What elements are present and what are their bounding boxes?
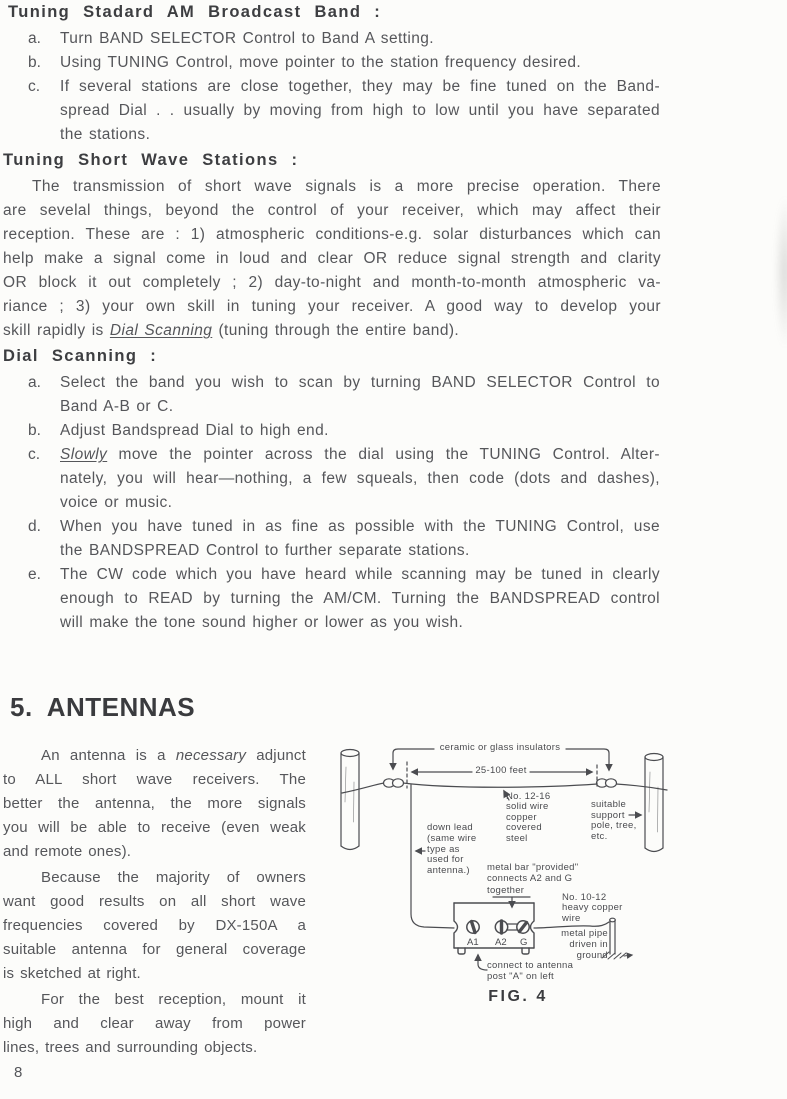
figure-caption: FIG. 4 xyxy=(488,988,548,1005)
text-line: Turn BAND SELECTOR Control to Band A setting. xyxy=(60,30,434,47)
insulator-pointer-right xyxy=(566,749,609,770)
text-line: enough to READ by turning the AM/CM. Turning the BANDSPREAD control xyxy=(60,590,660,607)
text-line: connect to antenna xyxy=(487,960,574,971)
label-wire-spec xyxy=(506,792,550,844)
text-line: Select the band you wish to scan by turning BAND SELECTOR Control to xyxy=(60,374,660,391)
text-line: Slowly move the pointer across the dial using the TUNING Control. Alter- xyxy=(60,446,660,463)
text-line: wire xyxy=(562,912,581,924)
list-item-label: c. xyxy=(28,446,41,463)
label-downlead xyxy=(427,823,476,877)
list-item-label: c. xyxy=(28,78,41,95)
list-item-text xyxy=(60,563,660,635)
list-item-text xyxy=(60,27,660,51)
list-item-text xyxy=(60,51,660,75)
text-line: steel xyxy=(506,832,528,844)
text-line: covered xyxy=(506,822,542,834)
text-line: Adjust Bandspread Dial to high end. xyxy=(60,422,329,439)
text-line: If several stations are close together, they may be fine tuned on the Band- xyxy=(60,78,660,95)
text-line: No. 10-12 xyxy=(562,892,607,903)
text-line: suitable xyxy=(591,799,627,810)
right-insulator-shape xyxy=(597,779,617,787)
text-line: The transmission of short wave signals is a more precise operation. There xyxy=(32,178,661,195)
label-pipe xyxy=(522,928,608,961)
list-item-label: d. xyxy=(28,518,41,535)
text-line: ceramic or glass insulators xyxy=(439,742,561,753)
list-item-text xyxy=(60,419,660,443)
text-line: nately, you will hear—nothing, a few squeals, then code (dots and dashes), xyxy=(60,470,660,487)
section-heading-ds: Dial Scanning : xyxy=(3,347,158,365)
text-line: are sevelal things, beyond the control of your receiver, which may affect their xyxy=(3,202,661,219)
text-line: the BANDSPREAD Control to further separate stations. xyxy=(60,542,470,559)
antennas-paragraph-1 xyxy=(3,744,306,864)
paragraph-short-wave xyxy=(3,175,661,343)
text-line: together xyxy=(487,884,525,896)
connect-pointer xyxy=(478,955,487,970)
text-line: help make a signal come in loud and clear OR reduce signal strength and clarity xyxy=(3,250,661,267)
text-line: post "A" on left xyxy=(487,970,554,982)
chapter-title: ANTENNAS xyxy=(46,692,196,722)
text-line: reception. These are : 1) atmospheric conditions-e.g. solar disturbances which can xyxy=(3,226,661,243)
text-line: used for xyxy=(427,854,464,866)
label-span-feet xyxy=(473,766,529,777)
page-number: 8 xyxy=(14,1064,23,1081)
text-line: type as xyxy=(427,843,460,855)
text-line: suitable antenna for general coverage xyxy=(3,941,306,958)
list-item-label: b. xyxy=(28,422,41,439)
text-line: Using TUNING Control, move pointer to the station frequency desired. xyxy=(60,54,582,71)
text-line: riance ; 3) your own skill in tuning your receiver. A good way to develop your xyxy=(3,298,661,315)
text-line: OR block it out completely ; 2) day-to-night and month-to-month atmospheric va- xyxy=(3,274,661,291)
list-item-label: e. xyxy=(28,566,41,583)
text-line: will make the tone sound higher or lower as you wish. xyxy=(60,614,464,631)
label-groundwire xyxy=(562,893,623,924)
label-metalbar xyxy=(487,862,578,896)
antenna-wire xyxy=(616,784,667,790)
insulator-pointer-left xyxy=(393,749,434,769)
text-line: The CW code which you have heard while scanning may be tuned in clearly xyxy=(60,566,660,583)
section-heading-am: Tuning Stadard AM Broadcast Band : xyxy=(8,3,382,21)
left-pole-shape xyxy=(341,750,359,850)
text-line: you will be able to receive (even weak xyxy=(3,819,306,836)
text-line: copper xyxy=(506,811,537,823)
chapter-heading xyxy=(10,692,195,723)
text-line: to ALL short wave receivers. The xyxy=(3,771,306,788)
terminal-label-a1: A1 xyxy=(467,937,479,948)
text-line: better the antenna, the more signals xyxy=(3,795,306,812)
text-line: etc. xyxy=(591,831,608,843)
antennas-paragraph-3 xyxy=(3,988,306,1060)
list-item-label: a. xyxy=(28,30,41,47)
text-line: and remote ones). xyxy=(3,843,132,860)
list-item-text xyxy=(60,515,660,563)
text-line: heavy copper xyxy=(562,902,623,914)
right-pole-shape xyxy=(645,754,663,852)
text-line: driven in xyxy=(569,939,608,950)
list-item-label: b. xyxy=(28,54,41,71)
text-line: For the best reception, mount it xyxy=(41,991,306,1008)
terminal-screws xyxy=(467,921,529,933)
figure-antenna-diagram xyxy=(332,742,787,1014)
antenna-wire xyxy=(403,783,597,787)
text-line: An antenna is a necessary adjunct xyxy=(41,747,306,764)
text-line: solid wire xyxy=(506,801,549,813)
antennas-paragraph-2 xyxy=(3,866,306,986)
text-line: Because the majority of owners xyxy=(41,869,306,886)
text-line: antenna.) xyxy=(427,865,470,877)
list-item-text xyxy=(60,443,660,515)
text-line: ground xyxy=(576,950,608,961)
text-line: is sketched at right. xyxy=(3,965,141,982)
terminal-label-a2: A2 xyxy=(495,937,507,948)
list-item-text xyxy=(60,75,660,147)
list-item-label: a. xyxy=(28,374,41,391)
text-line: (same wire xyxy=(427,832,477,844)
text-line: frequencies covered by DX-150A a xyxy=(3,917,306,934)
text-line: high and clear away from power xyxy=(3,1015,306,1032)
text-line: No. 12-16 xyxy=(506,791,551,802)
chapter-number: 5. xyxy=(10,692,33,722)
text-line: the stations. xyxy=(60,126,151,143)
text-line: skill rapidly is Dial Scanning (tuning through the entire band). xyxy=(3,322,460,339)
text-line: lines, trees and surrounding objects. xyxy=(3,1039,258,1056)
text-line: Band A-B or C. xyxy=(60,398,174,415)
label-support xyxy=(591,800,637,843)
text-line: down lead xyxy=(427,822,474,833)
section-heading-sw: Tuning Short Wave Stations : xyxy=(3,151,299,169)
label-insulators xyxy=(432,743,568,754)
list-item-text xyxy=(60,371,660,419)
left-insulator-shape xyxy=(384,779,404,787)
text-line: voice or music. xyxy=(60,494,173,511)
text-line: support xyxy=(591,809,625,821)
antenna-wire xyxy=(342,783,384,793)
text-line: When you have tuned in as fine as possible with the TUNING Control, use xyxy=(60,518,660,535)
text-line: want good results on all short wave xyxy=(3,893,306,910)
text-line: pole, tree, xyxy=(591,820,637,832)
label-connect xyxy=(487,961,573,982)
text-line: 25-100 feet xyxy=(475,765,527,776)
scan-artifact xyxy=(774,192,787,352)
text-line: spread Dial . . usually by moving from high to low until you have separated xyxy=(60,102,660,119)
terminal-label-g: G xyxy=(520,937,528,948)
text-line: metal bar "provided" xyxy=(487,862,579,873)
text-line: connects A2 and G xyxy=(487,873,573,885)
text-line: metal pipe xyxy=(561,928,608,939)
